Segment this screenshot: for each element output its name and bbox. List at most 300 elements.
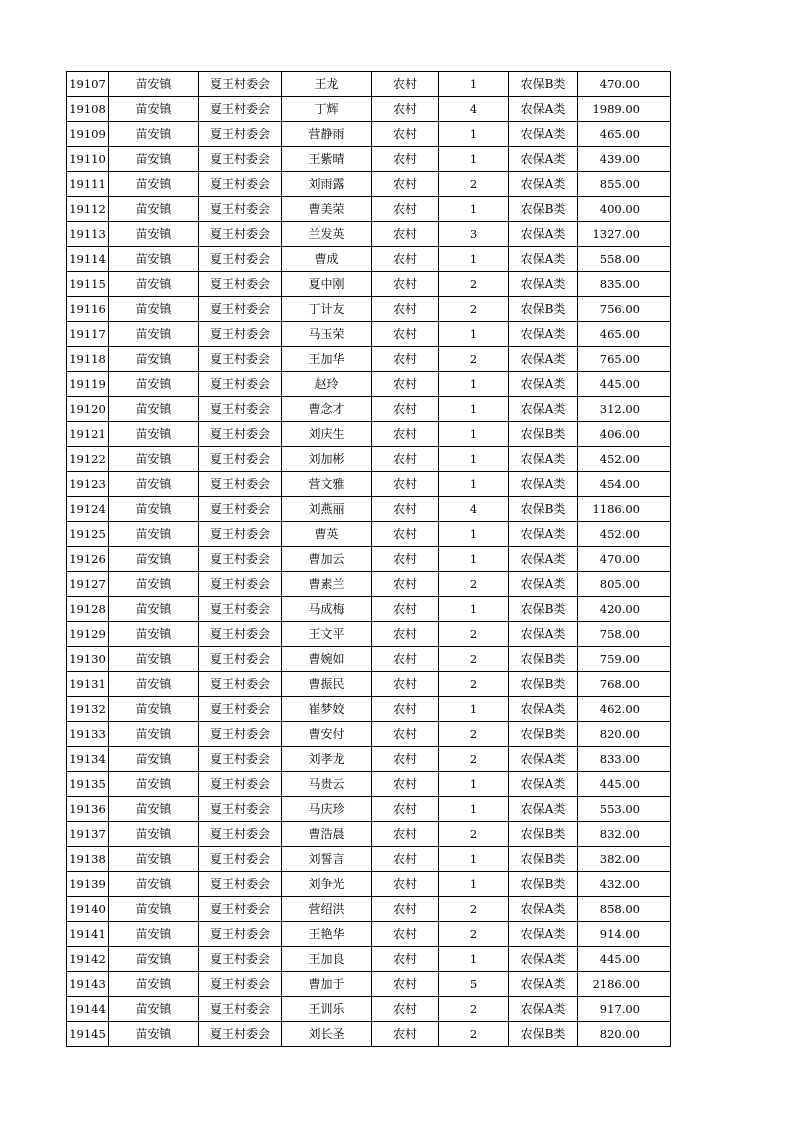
- village-committee-cell: 夏王村委会: [199, 997, 282, 1022]
- person-name-cell: 夏中刚: [282, 272, 372, 297]
- town-cell: 苗安镇: [109, 297, 199, 322]
- area-type-cell: 农村: [372, 897, 439, 922]
- household-count-cell: 1: [439, 397, 509, 422]
- household-count-cell: 5: [439, 972, 509, 997]
- town-cell: 苗安镇: [109, 672, 199, 697]
- village-committee-cell: 夏王村委会: [199, 422, 282, 447]
- table-row: [67, 672, 671, 697]
- insurance-category-cell: 农保A类: [509, 372, 578, 397]
- village-committee-cell: 夏王村委会: [199, 672, 282, 697]
- amount-cell: 452.00: [578, 522, 671, 547]
- table-row: [67, 497, 671, 522]
- area-type-cell: 农村: [372, 547, 439, 572]
- person-name-cell: 刘长圣: [282, 1022, 372, 1047]
- village-committee-cell: 夏王村委会: [199, 622, 282, 647]
- village-committee-cell: 夏王村委会: [199, 947, 282, 972]
- table-row: [67, 772, 671, 797]
- insurance-category-cell: 农保B类: [509, 872, 578, 897]
- table-row: [67, 272, 671, 297]
- village-committee-cell: 夏王村委会: [199, 822, 282, 847]
- village-committee-cell: 夏王村委会: [199, 922, 282, 947]
- record-id-cell: 19121: [67, 422, 109, 447]
- town-cell: 苗安镇: [109, 422, 199, 447]
- table-body: [67, 72, 671, 1047]
- record-id-cell: 19141: [67, 922, 109, 947]
- village-committee-cell: 夏王村委会: [199, 897, 282, 922]
- area-type-cell: 农村: [372, 122, 439, 147]
- amount-cell: 1327.00: [578, 222, 671, 247]
- household-count-cell: 2: [439, 297, 509, 322]
- table-row: [67, 972, 671, 997]
- household-count-cell: 1: [439, 147, 509, 172]
- record-id-cell: 19122: [67, 447, 109, 472]
- area-type-cell: 农村: [372, 722, 439, 747]
- person-name-cell: 丁计友: [282, 297, 372, 322]
- village-committee-cell: 夏王村委会: [199, 147, 282, 172]
- area-type-cell: 农村: [372, 372, 439, 397]
- insurance-category-cell: 农保A类: [509, 347, 578, 372]
- table-row: [67, 322, 671, 347]
- person-name-cell: 马玉荣: [282, 322, 372, 347]
- village-committee-cell: 夏王村委会: [199, 872, 282, 897]
- village-committee-cell: 夏王村委会: [199, 547, 282, 572]
- area-type-cell: 农村: [372, 672, 439, 697]
- town-cell: 苗安镇: [109, 972, 199, 997]
- table-row: [67, 72, 671, 97]
- area-type-cell: 农村: [372, 272, 439, 297]
- household-count-cell: 2: [439, 922, 509, 947]
- town-cell: 苗安镇: [109, 772, 199, 797]
- record-id-cell: 19124: [67, 497, 109, 522]
- town-cell: 苗安镇: [109, 197, 199, 222]
- table-row: [67, 247, 671, 272]
- table-row: [67, 622, 671, 647]
- person-name-cell: 丁辉: [282, 97, 372, 122]
- table-row: [67, 597, 671, 622]
- insurance-category-cell: 农保A类: [509, 522, 578, 547]
- person-name-cell: 曹美荣: [282, 197, 372, 222]
- person-name-cell: 王紫晴: [282, 147, 372, 172]
- town-cell: 苗安镇: [109, 1022, 199, 1047]
- village-committee-cell: 夏王村委会: [199, 772, 282, 797]
- person-name-cell: 马贵云: [282, 772, 372, 797]
- table-row: [67, 872, 671, 897]
- person-name-cell: 王龙: [282, 72, 372, 97]
- village-committee-cell: 夏王村委会: [199, 247, 282, 272]
- amount-cell: 917.00: [578, 997, 671, 1022]
- household-count-cell: 1: [439, 597, 509, 622]
- person-name-cell: 王加良: [282, 947, 372, 972]
- insurance-category-cell: 农保A类: [509, 397, 578, 422]
- village-committee-cell: 夏王村委会: [199, 497, 282, 522]
- record-id-cell: 19123: [67, 472, 109, 497]
- insurance-category-cell: 农保A类: [509, 622, 578, 647]
- town-cell: 苗安镇: [109, 472, 199, 497]
- insurance-category-cell: 农保B类: [509, 822, 578, 847]
- person-name-cell: 曹婉如: [282, 647, 372, 672]
- table-row: [67, 797, 671, 822]
- household-count-cell: 1: [439, 547, 509, 572]
- amount-cell: 465.00: [578, 122, 671, 147]
- village-committee-cell: 夏王村委会: [199, 272, 282, 297]
- town-cell: 苗安镇: [109, 947, 199, 972]
- amount-cell: 558.00: [578, 247, 671, 272]
- area-type-cell: 农村: [372, 247, 439, 272]
- insurance-category-cell: 农保A类: [509, 472, 578, 497]
- village-committee-cell: 夏王村委会: [199, 647, 282, 672]
- town-cell: 苗安镇: [109, 497, 199, 522]
- town-cell: 苗安镇: [109, 572, 199, 597]
- area-type-cell: 农村: [372, 197, 439, 222]
- amount-cell: 432.00: [578, 872, 671, 897]
- town-cell: 苗安镇: [109, 697, 199, 722]
- amount-cell: 858.00: [578, 897, 671, 922]
- household-count-cell: 1: [439, 247, 509, 272]
- person-name-cell: 兰发英: [282, 222, 372, 247]
- town-cell: 苗安镇: [109, 847, 199, 872]
- area-type-cell: 农村: [372, 872, 439, 897]
- amount-cell: 465.00: [578, 322, 671, 347]
- amount-cell: 462.00: [578, 697, 671, 722]
- area-type-cell: 农村: [372, 647, 439, 672]
- village-committee-cell: 夏王村委会: [199, 697, 282, 722]
- town-cell: 苗安镇: [109, 347, 199, 372]
- area-type-cell: 农村: [372, 497, 439, 522]
- person-name-cell: 曹素兰: [282, 572, 372, 597]
- table-row: [67, 922, 671, 947]
- town-cell: 苗安镇: [109, 522, 199, 547]
- insurance-category-cell: 农保B类: [509, 297, 578, 322]
- table-row: [67, 347, 671, 372]
- insurance-category-cell: 农保B类: [509, 497, 578, 522]
- area-type-cell: 农村: [372, 422, 439, 447]
- record-id-cell: 19127: [67, 572, 109, 597]
- record-id-cell: 19138: [67, 847, 109, 872]
- household-count-cell: 2: [439, 897, 509, 922]
- village-committee-cell: 夏王村委会: [199, 347, 282, 372]
- person-name-cell: 刘雨露: [282, 172, 372, 197]
- record-id-cell: 19110: [67, 147, 109, 172]
- town-cell: 苗安镇: [109, 372, 199, 397]
- amount-cell: 832.00: [578, 822, 671, 847]
- amount-cell: 833.00: [578, 747, 671, 772]
- village-committee-cell: 夏王村委会: [199, 222, 282, 247]
- table-row: [67, 422, 671, 447]
- household-count-cell: 4: [439, 97, 509, 122]
- area-type-cell: 农村: [372, 297, 439, 322]
- village-committee-cell: 夏王村委会: [199, 447, 282, 472]
- table-row: [67, 647, 671, 672]
- area-type-cell: 农村: [372, 347, 439, 372]
- insurance-category-cell: 农保B类: [509, 72, 578, 97]
- area-type-cell: 农村: [372, 222, 439, 247]
- area-type-cell: 农村: [372, 72, 439, 97]
- amount-cell: 452.00: [578, 447, 671, 472]
- record-id-cell: 19112: [67, 197, 109, 222]
- town-cell: 苗安镇: [109, 747, 199, 772]
- village-committee-cell: 夏王村委会: [199, 197, 282, 222]
- amount-cell: 406.00: [578, 422, 671, 447]
- record-id-cell: 19143: [67, 972, 109, 997]
- amount-cell: 820.00: [578, 722, 671, 747]
- record-id-cell: 19114: [67, 247, 109, 272]
- table-row: [67, 572, 671, 597]
- table-row: [67, 947, 671, 972]
- record-id-cell: 19117: [67, 322, 109, 347]
- town-cell: 苗安镇: [109, 797, 199, 822]
- table-row: [67, 222, 671, 247]
- person-name-cell: 营文雅: [282, 472, 372, 497]
- person-name-cell: 王训乐: [282, 997, 372, 1022]
- household-count-cell: 2: [439, 1022, 509, 1047]
- person-name-cell: 刘加彬: [282, 447, 372, 472]
- household-count-cell: 1: [439, 372, 509, 397]
- person-name-cell: 营静雨: [282, 122, 372, 147]
- person-name-cell: 马庆珍: [282, 797, 372, 822]
- household-count-cell: 1: [439, 772, 509, 797]
- insurance-category-cell: 农保A类: [509, 697, 578, 722]
- insurance-category-cell: 农保A类: [509, 797, 578, 822]
- household-count-cell: 2: [439, 347, 509, 372]
- record-id-cell: 19139: [67, 872, 109, 897]
- area-type-cell: 农村: [372, 822, 439, 847]
- record-id-cell: 19128: [67, 597, 109, 622]
- household-count-cell: 1: [439, 522, 509, 547]
- person-name-cell: 营绍洪: [282, 897, 372, 922]
- village-committee-cell: 夏王村委会: [199, 747, 282, 772]
- insurance-category-cell: 农保A类: [509, 747, 578, 772]
- town-cell: 苗安镇: [109, 322, 199, 347]
- record-id-cell: 19120: [67, 397, 109, 422]
- record-id-cell: 19130: [67, 647, 109, 672]
- table-row: [67, 447, 671, 472]
- amount-cell: 445.00: [578, 772, 671, 797]
- amount-cell: 445.00: [578, 947, 671, 972]
- village-committee-cell: 夏王村委会: [199, 847, 282, 872]
- amount-cell: 914.00: [578, 922, 671, 947]
- record-id-cell: 19115: [67, 272, 109, 297]
- village-committee-cell: 夏王村委会: [199, 472, 282, 497]
- insurance-category-cell: 农保A类: [509, 572, 578, 597]
- amount-cell: 382.00: [578, 847, 671, 872]
- table-row: [67, 897, 671, 922]
- record-id-cell: 19133: [67, 722, 109, 747]
- person-name-cell: 曹英: [282, 522, 372, 547]
- table-row: [67, 122, 671, 147]
- town-cell: 苗安镇: [109, 922, 199, 947]
- household-count-cell: 1: [439, 947, 509, 972]
- table-row: [67, 1022, 671, 1047]
- insurance-category-cell: 农保A类: [509, 322, 578, 347]
- person-name-cell: 曹浩晨: [282, 822, 372, 847]
- household-count-cell: 2: [439, 747, 509, 772]
- town-cell: 苗安镇: [109, 172, 199, 197]
- person-name-cell: 刘燕丽: [282, 497, 372, 522]
- amount-cell: 805.00: [578, 572, 671, 597]
- amount-cell: 445.00: [578, 372, 671, 397]
- record-id-cell: 19111: [67, 172, 109, 197]
- amount-cell: 454.00: [578, 472, 671, 497]
- insurance-category-cell: 农保A类: [509, 947, 578, 972]
- amount-cell: 855.00: [578, 172, 671, 197]
- insurance-category-cell: 农保B类: [509, 197, 578, 222]
- village-committee-cell: 夏王村委会: [199, 297, 282, 322]
- village-committee-cell: 夏王村委会: [199, 97, 282, 122]
- household-count-cell: 3: [439, 222, 509, 247]
- amount-cell: 759.00: [578, 647, 671, 672]
- area-type-cell: 农村: [372, 472, 439, 497]
- household-count-cell: 2: [439, 722, 509, 747]
- insurance-category-cell: 农保B类: [509, 672, 578, 697]
- town-cell: 苗安镇: [109, 872, 199, 897]
- amount-cell: 765.00: [578, 347, 671, 372]
- area-type-cell: 农村: [372, 997, 439, 1022]
- amount-cell: 835.00: [578, 272, 671, 297]
- town-cell: 苗安镇: [109, 897, 199, 922]
- village-committee-cell: 夏王村委会: [199, 797, 282, 822]
- amount-cell: 2186.00: [578, 972, 671, 997]
- amount-cell: 1989.00: [578, 97, 671, 122]
- household-count-cell: 1: [439, 872, 509, 897]
- record-id-cell: 19113: [67, 222, 109, 247]
- area-type-cell: 农村: [372, 622, 439, 647]
- town-cell: 苗安镇: [109, 122, 199, 147]
- insurance-category-cell: 农保A类: [509, 547, 578, 572]
- household-count-cell: 1: [439, 447, 509, 472]
- record-id-cell: 19140: [67, 897, 109, 922]
- amount-cell: 470.00: [578, 72, 671, 97]
- record-id-cell: 19125: [67, 522, 109, 547]
- household-count-cell: 2: [439, 997, 509, 1022]
- table-row: [67, 472, 671, 497]
- table-row: [67, 397, 671, 422]
- insurance-category-cell: 农保B类: [509, 647, 578, 672]
- village-committee-cell: 夏王村委会: [199, 972, 282, 997]
- area-type-cell: 农村: [372, 322, 439, 347]
- area-type-cell: 农村: [372, 922, 439, 947]
- insurance-category-cell: 农保A类: [509, 147, 578, 172]
- household-count-cell: 4: [439, 497, 509, 522]
- insurance-category-cell: 农保B类: [509, 1022, 578, 1047]
- table-row: [67, 197, 671, 222]
- table-row: [67, 697, 671, 722]
- amount-cell: 312.00: [578, 397, 671, 422]
- insurance-category-cell: 农保B类: [509, 422, 578, 447]
- amount-cell: 420.00: [578, 597, 671, 622]
- table-row: [67, 147, 671, 172]
- household-count-cell: 2: [439, 672, 509, 697]
- town-cell: 苗安镇: [109, 247, 199, 272]
- town-cell: 苗安镇: [109, 72, 199, 97]
- household-count-cell: 1: [439, 322, 509, 347]
- area-type-cell: 农村: [372, 947, 439, 972]
- village-committee-cell: 夏王村委会: [199, 172, 282, 197]
- table-row: [67, 172, 671, 197]
- person-name-cell: 刘孝龙: [282, 747, 372, 772]
- record-id-cell: 19134: [67, 747, 109, 772]
- town-cell: 苗安镇: [109, 547, 199, 572]
- area-type-cell: 农村: [372, 97, 439, 122]
- record-id-cell: 19116: [67, 297, 109, 322]
- household-count-cell: 2: [439, 647, 509, 672]
- data-table: [66, 71, 671, 1047]
- household-count-cell: 1: [439, 472, 509, 497]
- person-name-cell: 崔梦姣: [282, 697, 372, 722]
- household-count-cell: 1: [439, 422, 509, 447]
- town-cell: 苗安镇: [109, 97, 199, 122]
- record-id-cell: 19118: [67, 347, 109, 372]
- amount-cell: 1186.00: [578, 497, 671, 522]
- town-cell: 苗安镇: [109, 447, 199, 472]
- household-count-cell: 1: [439, 697, 509, 722]
- household-count-cell: 2: [439, 172, 509, 197]
- village-committee-cell: 夏王村委会: [199, 597, 282, 622]
- amount-cell: 756.00: [578, 297, 671, 322]
- village-committee-cell: 夏王村委会: [199, 722, 282, 747]
- insurance-category-cell: 农保A类: [509, 247, 578, 272]
- person-name-cell: 王文平: [282, 622, 372, 647]
- town-cell: 苗安镇: [109, 997, 199, 1022]
- area-type-cell: 农村: [372, 747, 439, 772]
- table-row: [67, 847, 671, 872]
- table-row: [67, 522, 671, 547]
- record-id-cell: 19129: [67, 622, 109, 647]
- insurance-category-cell: 农保B类: [509, 722, 578, 747]
- area-type-cell: 农村: [372, 172, 439, 197]
- table-row: [67, 297, 671, 322]
- town-cell: 苗安镇: [109, 397, 199, 422]
- village-committee-cell: 夏王村委会: [199, 122, 282, 147]
- record-id-cell: 19144: [67, 997, 109, 1022]
- insurance-category-cell: 农保A类: [509, 447, 578, 472]
- area-type-cell: 农村: [372, 697, 439, 722]
- insurance-category-cell: 农保A类: [509, 172, 578, 197]
- area-type-cell: 农村: [372, 397, 439, 422]
- area-type-cell: 农村: [372, 797, 439, 822]
- area-type-cell: 农村: [372, 772, 439, 797]
- amount-cell: 439.00: [578, 147, 671, 172]
- town-cell: 苗安镇: [109, 722, 199, 747]
- village-committee-cell: 夏王村委会: [199, 522, 282, 547]
- insurance-category-cell: 农保A类: [509, 272, 578, 297]
- insurance-category-cell: 农保A类: [509, 122, 578, 147]
- person-name-cell: 曹加云: [282, 547, 372, 572]
- village-committee-cell: 夏王村委会: [199, 372, 282, 397]
- person-name-cell: 刘誓言: [282, 847, 372, 872]
- table-row: [67, 747, 671, 772]
- record-id-cell: 19136: [67, 797, 109, 822]
- record-id-cell: 19107: [67, 72, 109, 97]
- record-id-cell: 19137: [67, 822, 109, 847]
- person-name-cell: 刘争光: [282, 872, 372, 897]
- person-name-cell: 王艳华: [282, 922, 372, 947]
- area-type-cell: 农村: [372, 447, 439, 472]
- household-count-cell: 1: [439, 797, 509, 822]
- insurance-category-cell: 农保A类: [509, 222, 578, 247]
- record-id-cell: 19145: [67, 1022, 109, 1047]
- insurance-category-cell: 农保B类: [509, 597, 578, 622]
- village-committee-cell: 夏王村委会: [199, 1022, 282, 1047]
- table-row: [67, 722, 671, 747]
- record-id-cell: 19132: [67, 697, 109, 722]
- insurance-category-cell: 农保B类: [509, 847, 578, 872]
- insurance-category-cell: 农保A类: [509, 972, 578, 997]
- area-type-cell: 农村: [372, 147, 439, 172]
- table-row: [67, 822, 671, 847]
- household-count-cell: 2: [439, 572, 509, 597]
- village-committee-cell: 夏王村委会: [199, 72, 282, 97]
- table-row: [67, 372, 671, 397]
